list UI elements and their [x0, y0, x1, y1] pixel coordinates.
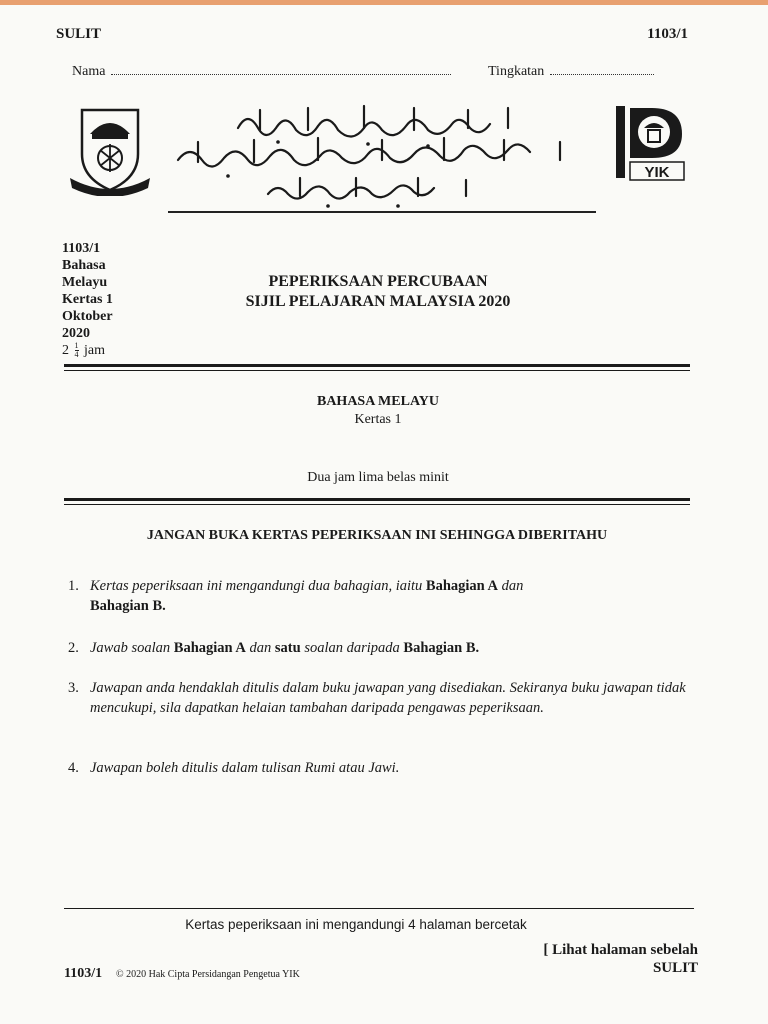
yik-logo-text: YIK: [644, 164, 670, 181]
subject-paper: Kertas 1: [354, 412, 402, 427]
duration-fraction: $\frac{1}{4}$: [74, 341, 79, 360]
meta-code: 1103/1: [62, 241, 101, 256]
name-label: Nama: [72, 64, 106, 79]
scan-edge: [0, 0, 768, 5]
warning-text: JANGAN BUKA KERTAS PEPERIKSAAN INI SEHINGGA DIBERITAHU: [146, 528, 608, 543]
jawi-underline: [168, 211, 596, 213]
duration-text: Dua jam lima belas minit: [307, 470, 449, 485]
exam-title: [200, 272, 556, 312]
meta-paper: Kertas 1: [62, 292, 113, 307]
divider-mid-thin: [64, 504, 690, 505]
paper-metadata: [62, 240, 113, 359]
name-field[interactable]: [72, 64, 451, 80]
instruction-1: 1. Kertas peperiksaan ini mengandungi dua bahagian, iaitu Bahagian A dan Bahagian B.: [68, 578, 524, 614]
exam-title-line1: PEPERIKSAAN PERCUBAAN: [268, 273, 488, 290]
form-dotted-line[interactable]: [550, 74, 654, 75]
meta-subject-1: Bahasa: [62, 258, 106, 273]
divider-mid-thick: [64, 498, 690, 501]
sulit-label-bottom: SULIT: [652, 960, 698, 976]
jawi-calligraphy-icon: [168, 98, 598, 214]
page-count-note: Kertas peperiksaan ini mengandungi 4 halaman bercetak: [185, 917, 527, 932]
subject-name: BAHASA MELAYU: [316, 394, 439, 409]
instruction-4: 4. Jawapan boleh ditulis dalam tulisan Rumi atau Jawi.: [68, 760, 400, 776]
meta-year: 2020: [62, 326, 90, 341]
exam-title-line2: SIJIL PELAJARAN MALAYSIA 2020: [245, 293, 511, 310]
next-page-note: [ Lihat halaman sebelah: [543, 942, 698, 958]
sulit-label: SULIT: [56, 26, 102, 42]
paper-code: 1103/1: [647, 26, 688, 42]
copyright-text: © 2020 Hak Cipta Persidangan Pengetua YIK: [116, 969, 300, 980]
paper-code-bottom: 1103/1: [64, 966, 103, 981]
instruction-2: 2. Jawab soalan Bahagian A dan satu soalan daripada Bahagian B.: [68, 640, 480, 656]
form-field[interactable]: [488, 64, 654, 80]
footer-divider: [64, 908, 694, 909]
form-label: Tingkatan: [488, 64, 545, 79]
meta-month: Oktober: [62, 309, 113, 324]
divider-top-thin: [64, 370, 690, 371]
meta-duration: 2 $\frac{1}{4}$ jam: [62, 341, 105, 360]
instruction-3: 3. Jawapan anda hendaklah ditulis dalam buku jawapan yang disediakan. Sekiranya buku jawapan tidak mencukupi, sila dapatkan helaian tambahan daripada pengawas peperiksaan.: [68, 680, 686, 716]
name-dotted-line[interactable]: [111, 74, 451, 75]
meta-subject-2: Melayu: [62, 275, 108, 290]
yik-logo-icon: [612, 104, 688, 184]
divider-top-thick: [64, 364, 690, 367]
school-crest-icon: [68, 104, 152, 196]
